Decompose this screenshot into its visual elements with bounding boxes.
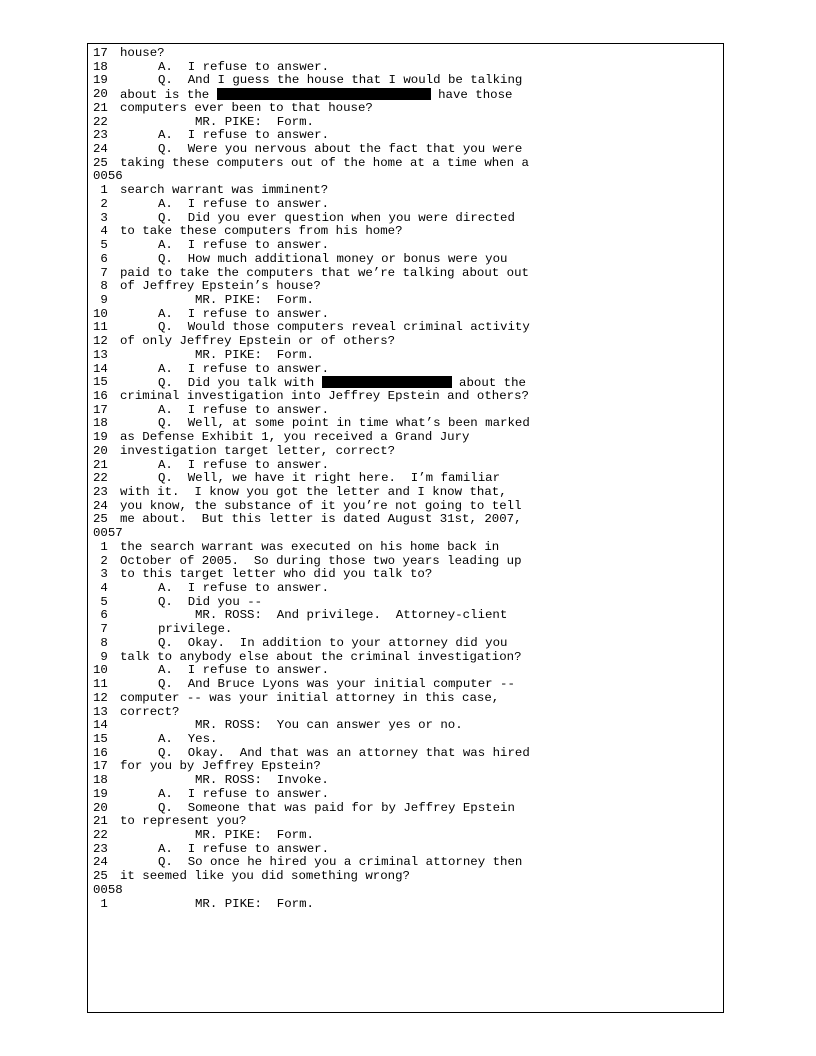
line-number: 8 [93,635,108,650]
transcript-line [93,88,723,102]
transcript-line [93,582,723,596]
text-segment: A. I refuse to answer. [158,128,330,143]
line-number: 9 [93,649,108,664]
line-text [158,61,329,75]
line-text [120,568,432,582]
transcript-line [93,609,723,623]
text-segment: privilege. [158,622,233,637]
transcript-line [93,856,723,870]
text-segment: Q. Were you nervous about the fact that you were [158,142,523,157]
line-number: 20 [93,87,108,102]
text-segment: A. I refuse to answer. [158,196,330,211]
line-text [158,843,329,857]
line-number: 22 [93,114,108,129]
text-segment: me about. But this letter is dated August 31st, 2007, [120,512,522,527]
line-number: 19 [93,430,108,445]
transcript-line [93,349,723,363]
text-segment: to take these computers from his home? [120,224,403,239]
transcript-line [93,212,723,226]
line-number: 21 [93,100,108,115]
transcript-line [93,774,723,788]
line-number: 14 [93,718,108,733]
text-segment: have those [430,88,513,103]
transcript-line [93,719,723,733]
line-number: 20 [93,443,108,458]
text-segment: A. I refuse to answer. [158,306,330,321]
line-number: 11 [93,320,108,335]
transcript-line [93,74,723,88]
page-number: 0057 [93,526,123,541]
transcript-line [93,225,723,239]
transcript-line [93,239,723,253]
line-text [120,157,529,171]
line-text [158,404,329,418]
text-segment: Q. How much additional money or bonus were you [158,251,508,266]
line-text [120,486,507,500]
line-text [120,500,522,514]
line-number: 5 [93,238,108,253]
line-number: 22 [93,827,108,842]
transcript-line [93,157,723,171]
text-segment: MR. PIKE: Form. [195,292,314,307]
transcript-page [87,43,724,1013]
line-number: 24 [93,498,108,513]
transcript-line [93,555,723,569]
transcript-line [93,596,723,610]
transcript-line [93,102,723,116]
line-number: 6 [93,608,108,623]
text-segment: Q. Did you -- [158,594,263,609]
line-text [120,555,522,569]
text-segment: the search warrant was executed on his home back in [120,539,500,554]
line-text [120,513,522,527]
transcript-line [93,637,723,651]
line-number: 15 [93,731,108,746]
transcript-line [93,390,723,404]
text-segment: A. I refuse to answer. [158,238,330,253]
line-text [195,294,314,308]
line-number: 2 [93,196,108,211]
transcript-line [93,143,723,157]
text-segment: correct? [120,704,180,719]
line-text [120,431,469,445]
page-number: 0058 [93,882,123,897]
line-number: 16 [93,745,108,760]
line-number: 12 [93,690,108,705]
line-number: 7 [93,622,108,637]
line-number: 1 [93,896,108,911]
transcript-line [93,788,723,802]
line-text [120,541,499,555]
text-segment: MR. PIKE: Form. [195,347,314,362]
line-text [158,253,507,267]
text-segment: Q. Well, we have it right here. I’m familiar [158,471,501,486]
line-text [120,870,410,884]
line-text [195,719,463,733]
line-number: 19 [93,73,108,88]
page-marker [93,884,723,898]
line-number: 8 [93,279,108,294]
line-text [158,143,522,157]
text-segment: paid to take the computers that we’re talking about out [120,265,529,280]
line-number: 11 [93,677,108,692]
line-text [158,856,522,870]
transcript-line [93,692,723,706]
transcript-line [93,417,723,431]
line-number: 6 [93,251,108,266]
line-text [158,417,530,431]
line-text [195,829,314,843]
line-number: 18 [93,416,108,431]
text-segment: Q. And Bruce Lyons was your initial computer -- [158,677,515,692]
text-segment: criminal investigation into Jeffrey Epstein and others? [120,388,529,403]
transcript-line [93,280,723,294]
line-number: 25 [93,869,108,884]
text-segment: to represent you? [120,814,247,829]
text-segment: A. I refuse to answer. [158,457,330,472]
line-text [120,280,321,294]
line-number: 23 [93,128,108,143]
text-segment: A. Yes. [158,731,218,746]
line-number: 15 [93,375,108,390]
line-number: 5 [93,594,108,609]
text-segment: of Jeffrey Epstein’s house? [120,279,321,294]
line-number: 18 [93,59,108,74]
line-text [195,898,314,912]
transcript-line [93,815,723,829]
text-segment: A. I refuse to answer. [158,841,330,856]
line-text [158,308,329,322]
line-text [158,459,329,473]
line-text [158,802,515,816]
transcript-line [93,829,723,843]
transcript-line [93,321,723,335]
line-number: 2 [93,553,108,568]
transcript-line [93,500,723,514]
line-number: 17 [93,402,108,417]
transcript-line [93,376,723,390]
transcript-line [93,459,723,473]
line-number: 17 [93,46,108,60]
page-marker [93,170,723,184]
line-text [120,815,246,829]
text-segment: A. I refuse to answer. [158,581,330,596]
transcript-line [93,61,723,75]
transcript-line [93,802,723,816]
line-number: 21 [93,814,108,829]
transcript-line [93,472,723,486]
line-text [120,335,395,349]
text-segment: A. I refuse to answer. [158,663,330,678]
line-text [158,623,232,637]
line-text [120,267,529,281]
redaction-bar [322,376,452,388]
line-number: 13 [93,704,108,719]
line-text [158,198,329,212]
page-number: 0056 [93,169,123,184]
transcript-line [93,404,723,418]
line-text [158,129,329,143]
line-text [195,349,314,363]
line-number: 12 [93,334,108,349]
text-segment: MR. ROSS: And privilege. Attorney-client [195,608,508,623]
text-segment: search warrant was imminent? [120,183,329,198]
line-number: 24 [93,855,108,870]
line-text [120,651,522,665]
line-number: 22 [93,471,108,486]
line-number: 9 [93,292,108,307]
text-segment: Q. So once he hired you a criminal attorney then [158,855,523,870]
text-segment: about is the [120,88,217,103]
text-segment: A. I refuse to answer. [158,361,330,376]
text-segment: MR. PIKE: Form. [195,896,314,911]
line-text [158,733,218,747]
line-number: 3 [93,567,108,582]
text-segment: Q. Would those computers reveal criminal activity [158,320,530,335]
transcript-line [93,335,723,349]
text-segment: October of 2005. So during those two years leading up [120,553,522,568]
transcript-line [93,431,723,445]
text-segment: of only Jeffrey Epstein or of others? [120,334,396,349]
line-number: 4 [93,224,108,239]
line-text [195,774,329,788]
text-segment: house? [120,46,165,60]
line-text [120,47,165,61]
line-number: 18 [93,773,108,788]
line-text [158,363,329,377]
text-segment: with it. I know you got the letter and I know that, [120,485,507,499]
line-text [158,788,329,802]
line-number: 23 [93,485,108,499]
line-text [158,212,515,226]
text-segment: MR. PIKE: Form. [195,114,314,129]
line-text [120,102,373,116]
transcript-line [93,267,723,281]
text-segment: MR. ROSS: You can answer yes or no. [195,718,463,733]
line-text [158,637,507,651]
transcript-line [93,47,723,61]
line-text [158,582,329,596]
line-text [120,706,180,720]
line-number: 16 [93,388,108,403]
text-segment: A. I refuse to answer. [158,59,330,74]
line-text [120,390,529,404]
text-segment: to this target letter who did you talk to? [120,567,433,582]
line-number: 1 [93,183,108,198]
transcript-line [93,184,723,198]
line-number: 7 [93,265,108,280]
line-number: 10 [93,306,108,321]
transcript-line [93,129,723,143]
line-text [158,321,530,335]
line-number: 13 [93,347,108,362]
line-text [158,747,530,761]
line-text [158,596,262,610]
text-segment: Q. Did you talk with [158,376,322,391]
transcript-line [93,747,723,761]
text-segment: MR. PIKE: Form. [195,827,314,842]
text-segment: computers ever been to that house? [120,100,373,115]
transcript-line [93,706,723,720]
line-text [120,184,328,198]
text-segment: Q. And I guess the house that I would be talking [158,73,523,88]
transcript-line [93,541,723,555]
text-segment: MR. ROSS: Invoke. [195,773,329,788]
page-marker [93,527,723,541]
transcript-line [93,116,723,130]
transcript-line [93,294,723,308]
text-segment: talk to anybody else about the criminal investigation? [120,649,522,664]
line-number: 17 [93,759,108,774]
text-segment: it seemed like you did something wrong? [120,869,410,884]
line-text [195,116,314,130]
redaction-bar [217,88,431,100]
transcript-line [93,870,723,884]
line-number: 19 [93,786,108,801]
line-text [158,239,329,253]
text-segment: Q. Someone that was paid for by Jeffrey Epstein [158,800,515,815]
line-number: 3 [93,210,108,225]
line-text [195,609,507,623]
transcript-line [93,486,723,500]
text-segment: Q. Okay. In addition to your attorney did you [158,635,508,650]
line-number: 20 [93,800,108,815]
line-number: 14 [93,361,108,376]
text-segment: computer -- was your initial attorney in this case, [120,690,500,705]
line-number: 23 [93,841,108,856]
line-text [120,692,499,706]
transcript-line [93,760,723,774]
line-number: 10 [93,663,108,678]
line-text [120,225,403,239]
line-text [158,472,500,486]
text-segment: A. I refuse to answer. [158,402,330,417]
transcript-lines [93,47,723,911]
transcript-line [93,898,723,912]
line-number: 1 [93,539,108,554]
line-text [120,760,321,774]
text-segment: taking these computers out of the home at a time when a [120,155,529,170]
text-segment: Q. Did you ever question when you were directed [158,210,515,225]
transcript-line [93,513,723,527]
text-segment: you know, the substance of it you’re not going to tell [120,498,522,513]
transcript-line [93,733,723,747]
text-segment: A. I refuse to answer. [158,786,330,801]
line-number: 4 [93,581,108,596]
text-segment: Q. Well, at some point in time what’s been marked [158,416,530,431]
text-segment: Q. Okay. And that was an attorney that was hired [158,745,530,760]
line-number: 25 [93,155,108,170]
transcript-line [93,445,723,459]
transcript-line [93,363,723,377]
transcript-line [93,678,723,692]
line-text [120,445,395,459]
line-number: 21 [93,457,108,472]
transcript-line [93,623,723,637]
transcript-line [93,198,723,212]
transcript-line [93,253,723,267]
line-text [158,664,329,678]
transcript-line [93,664,723,678]
text-segment: about the [451,376,526,391]
transcript-line [93,843,723,857]
line-text [158,678,515,692]
transcript-line [93,568,723,582]
transcript-line [93,308,723,322]
line-number: 24 [93,142,108,157]
line-number: 25 [93,512,108,527]
text-segment: investigation target letter, correct? [120,443,396,458]
transcript-line [93,651,723,665]
text-segment: as Defense Exhibit 1, you received a Grand Jury [120,430,470,445]
line-text [158,74,522,88]
text-segment: for you by Jeffrey Epstein? [120,759,321,774]
